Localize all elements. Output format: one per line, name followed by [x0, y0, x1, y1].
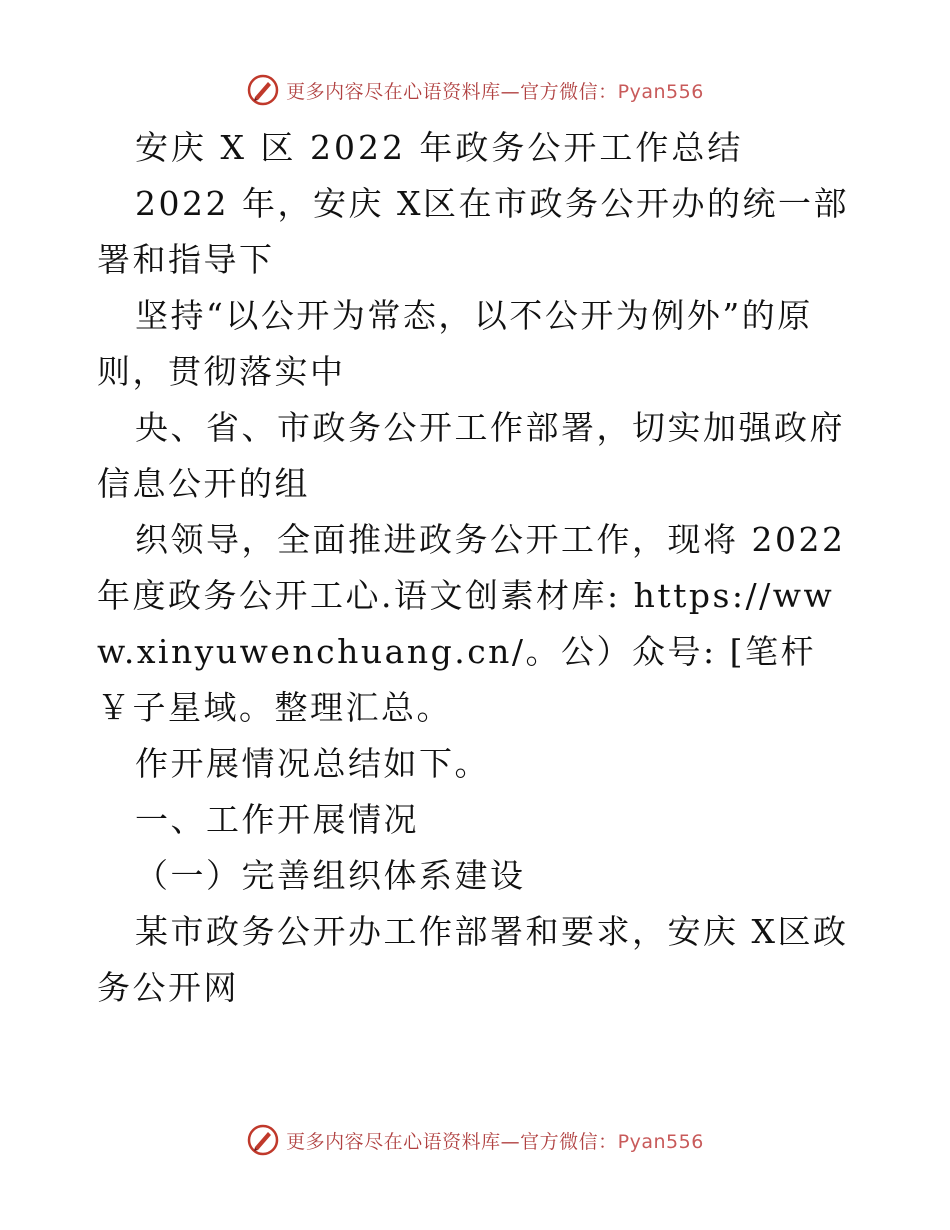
paragraph: 织领导，全面推进政务公开工作，现将 2022 年度政务公开工心.语文创素材库: https://www.xinyuwenchuang.cn/。公）众号: [笔杆￥子星域。整理汇总。	[97, 520, 846, 727]
pen-logo-icon	[246, 73, 280, 107]
subsection-heading: （一）完善组织体系建设	[135, 856, 526, 895]
banner-label: 更多内容尽在心语资料库—官方微信：	[286, 1130, 618, 1153]
banner-text	[286, 1127, 704, 1154]
header-banner	[0, 70, 950, 110]
paragraph: 坚持“以公开为常态，以不公开为例外”的原则，贯彻落实中	[97, 296, 813, 391]
section-heading: 一、工作开展情况	[135, 800, 419, 839]
banner-label: 更多内容尽在心语资料库—官方微信：	[286, 80, 618, 103]
document-title: 安庆 X 区 2022 年政务公开工作总结	[135, 128, 744, 167]
pen-logo-icon	[246, 1123, 280, 1157]
banner-text	[286, 77, 704, 104]
paragraph: 作开展情况总结如下。	[135, 744, 490, 783]
banner-wechat-id: Pyan556	[617, 1130, 704, 1153]
banner-wechat-id: Pyan556	[617, 80, 704, 103]
paragraph: 某市政务公开办工作部署和要求，安庆 X区政务公开网	[97, 912, 849, 1007]
paragraph: 2022 年，安庆 X区在市政务公开办的统一部署和指导下	[97, 184, 849, 279]
footer-banner	[0, 1120, 950, 1160]
document-body	[97, 120, 857, 1016]
paragraph: 央、省、市政务公开工作部署，切实加强政府信息公开的组	[97, 408, 845, 503]
